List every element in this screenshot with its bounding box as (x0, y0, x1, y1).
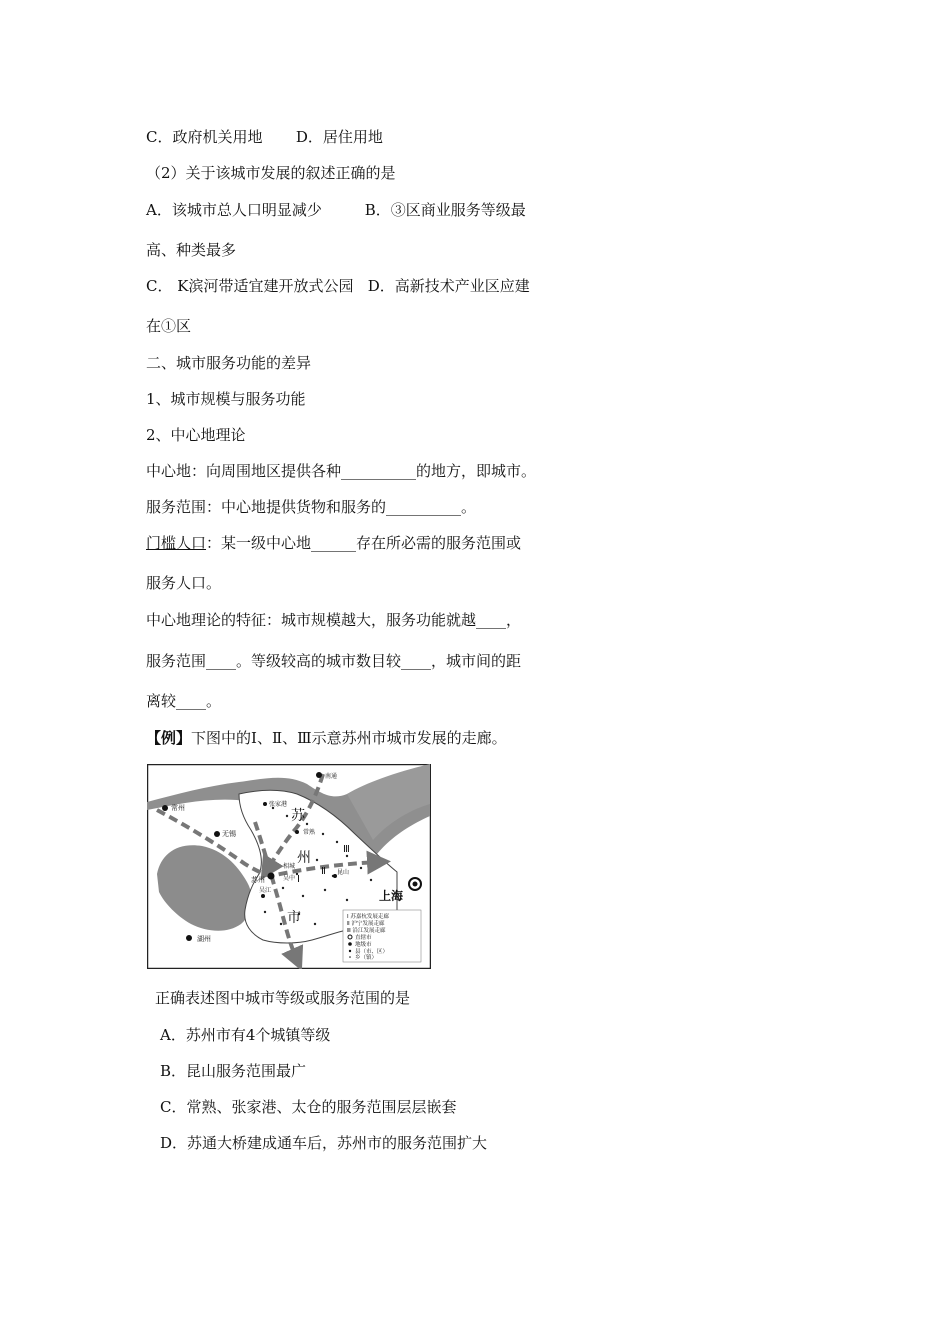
example-option-a: A．苏州市有4个城镇等级 (160, 1026, 331, 1044)
service-range-definition: 服务范围：中心地提供货物和服务的__________。 (146, 498, 477, 516)
theory-features-3: 离较____。 (146, 692, 222, 710)
section2-sub2: 2、中心地理论 (146, 426, 246, 444)
label-wujiang: 吴江 (259, 887, 272, 894)
legend-item-1: Ⅰ 苏嘉杭发展走廊 (347, 914, 389, 920)
section2-heading: 二、城市服务功能的差异 (146, 354, 312, 372)
label-kunshan: 昆山 (337, 869, 350, 876)
example-option-d: D．苏通大桥建成通车后，苏州市的服务范围扩大 (160, 1134, 488, 1152)
q2-option-b-cont: 高、种类最多 (146, 241, 237, 259)
example-option-b: B．昆山服务范围最广 (160, 1062, 307, 1080)
threshold-definition (146, 533, 521, 553)
q2-option-c: C． K滨河带适宜建开放式公园 (146, 277, 354, 295)
label-shanghai: 上海 (379, 889, 404, 903)
example-tag: 【例】 (146, 729, 192, 747)
label-su: 苏 (291, 808, 305, 824)
q1-option-c: C．政府机关用地 (146, 128, 263, 146)
q1-option-d: D．居住用地 (295, 128, 383, 146)
q2-stem: （2）关于该城市发展的叙述正确的是 (146, 164, 396, 182)
label-zhou: 州 (297, 850, 311, 866)
threshold-term: 门槛人口 (146, 534, 207, 552)
legend-item-2: Ⅱ 沪宁发展走廊 (347, 921, 385, 927)
label-nantong: 南通 (325, 773, 338, 780)
q2-option-d: D．高新技术产业区应建 (367, 277, 530, 295)
q2-option-d-cont: 在①区 (146, 317, 192, 335)
label-shi: 市 (287, 910, 301, 926)
suzhou-corridor-map (147, 764, 431, 969)
q1-options-line (146, 127, 383, 147)
q2-option-a: A．该城市总人口明显减少 (146, 201, 322, 219)
label-huzhou: 湖州 (197, 935, 211, 943)
central-place-definition: 中心地：向周围地区提供各种__________的地方，即城市。 (146, 462, 537, 480)
threshold-text: ：某一级中心地______存在所必需的服务范围或 (206, 534, 522, 552)
q2-option-b: B．③区商业服务等级最 (364, 201, 526, 219)
label-suzhou: 苏州 (251, 876, 265, 884)
section2-sub1: 1、城市规模与服务功能 (146, 390, 306, 408)
q2-options-cd (146, 276, 530, 296)
q2-options-ab (146, 200, 526, 220)
label-changshu: 常熟 (303, 829, 316, 836)
legend-item-3: Ⅲ 沿江发展走廊 (347, 928, 386, 934)
legend-item-6: 县（市、区） (355, 949, 389, 955)
map-legend (343, 910, 421, 962)
legend-item-4: 直辖市 (355, 935, 372, 941)
label-roman-1: Ⅰ (297, 874, 300, 885)
label-xiangcheng: 相城 (283, 863, 296, 870)
legend-item-7: 乡（镇） (355, 955, 378, 961)
theory-features-2: 服务范围____。等级较高的城市数目较____，城市间的距 (146, 652, 522, 670)
example-text: 下图中的Ⅰ、Ⅱ、Ⅲ示意苏州市城市发展的走廊。 (191, 729, 507, 747)
example-option-c: C．常熟、张家港、太仓的服务范围层层嵌套 (160, 1098, 457, 1116)
label-roman-3: Ⅲ (343, 844, 350, 855)
example-intro (146, 728, 507, 748)
legend-item-5: 地级市 (355, 942, 372, 948)
threshold-definition-cont: 服务人口。 (146, 574, 222, 592)
label-roman-2: Ⅱ (321, 866, 326, 877)
label-wuzhong: 吴中 (283, 875, 296, 882)
label-wuxi: 无锡 (222, 830, 236, 838)
label-changzhou: 常州 (171, 804, 185, 812)
theory-features-1: 中心地理论的特征：城市规模越大，服务功能就越____， (146, 611, 522, 629)
label-zhangjiagang: 张家港 (269, 801, 288, 808)
example-question: 正确表述图中城市等级或服务范围的是 (155, 989, 411, 1007)
